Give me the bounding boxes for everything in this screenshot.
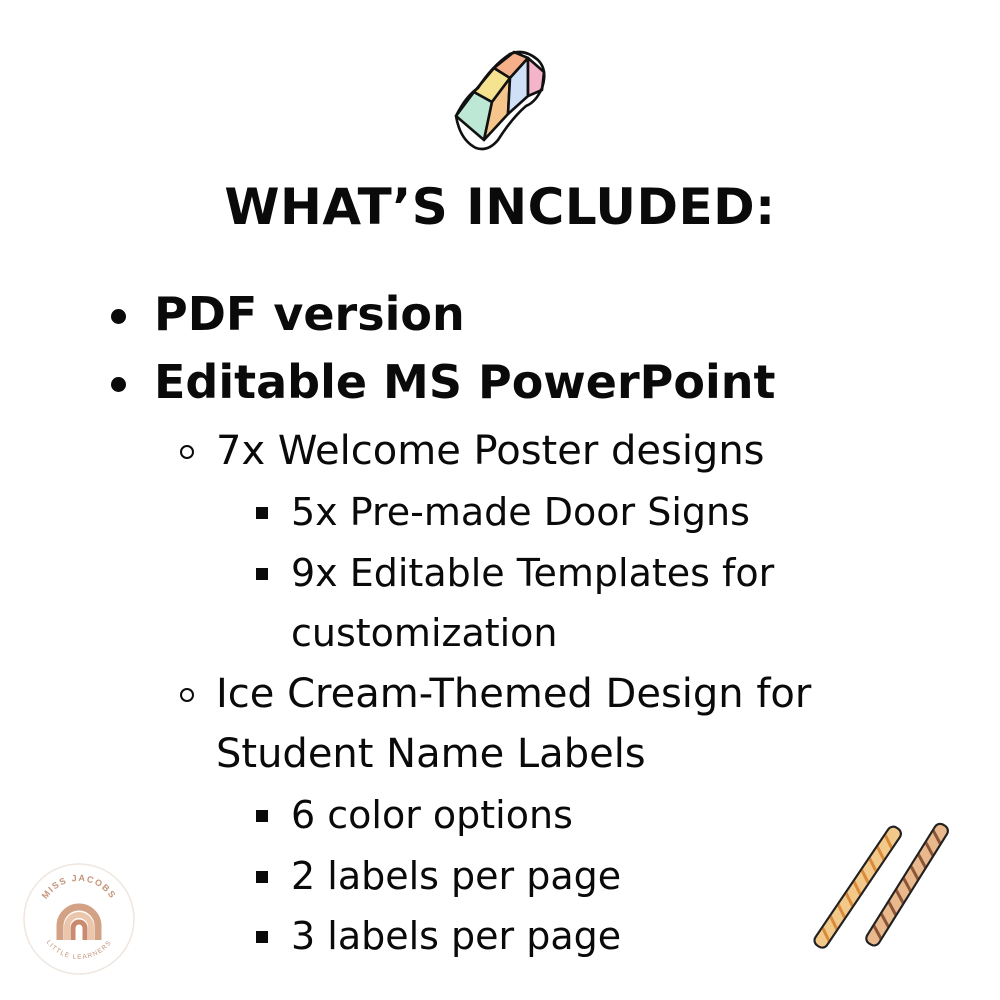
list-item-powerpoint: Editable MS PowerPoint (154, 355, 776, 409)
list-item-editable-templates-cont: customization (291, 611, 558, 655)
list-item-three-labels: 3 labels per page (291, 914, 622, 958)
wafer-sticks-icon (806, 812, 956, 958)
bullet-disc (111, 309, 126, 324)
list-item-pdf: PDF version (154, 287, 465, 341)
bullet-square (256, 507, 268, 519)
bullet-circle (180, 688, 194, 702)
list-item-two-labels: 2 labels per page (291, 854, 622, 898)
bullet-square (256, 568, 268, 580)
bullet-square (256, 871, 268, 883)
bullet-circle (180, 445, 194, 459)
logo-bottom-text: LITTLE LEARNERS (44, 938, 114, 962)
logo-top-text: MISS JACOBS (39, 872, 119, 901)
marshmallow-twist-icon (448, 44, 556, 156)
bullet-square (256, 931, 268, 943)
bullet-square (256, 810, 268, 822)
list-item-door-signs: 5x Pre-made Door Signs (291, 490, 750, 534)
brand-logo (22, 862, 136, 976)
list-item-editable-templates: 9x Editable Templates for (291, 551, 775, 595)
list-item-welcome-posters: 7x Welcome Poster designs (216, 428, 765, 474)
list-item-color-options: 6 color options (291, 793, 573, 837)
page-title: WHAT’S INCLUDED: (224, 178, 776, 236)
list-item-ice-cream-design: Ice Cream-Themed Design for (216, 671, 812, 717)
list-item-ice-cream-design-cont: Student Name Labels (216, 731, 646, 777)
bullet-disc (111, 377, 126, 392)
